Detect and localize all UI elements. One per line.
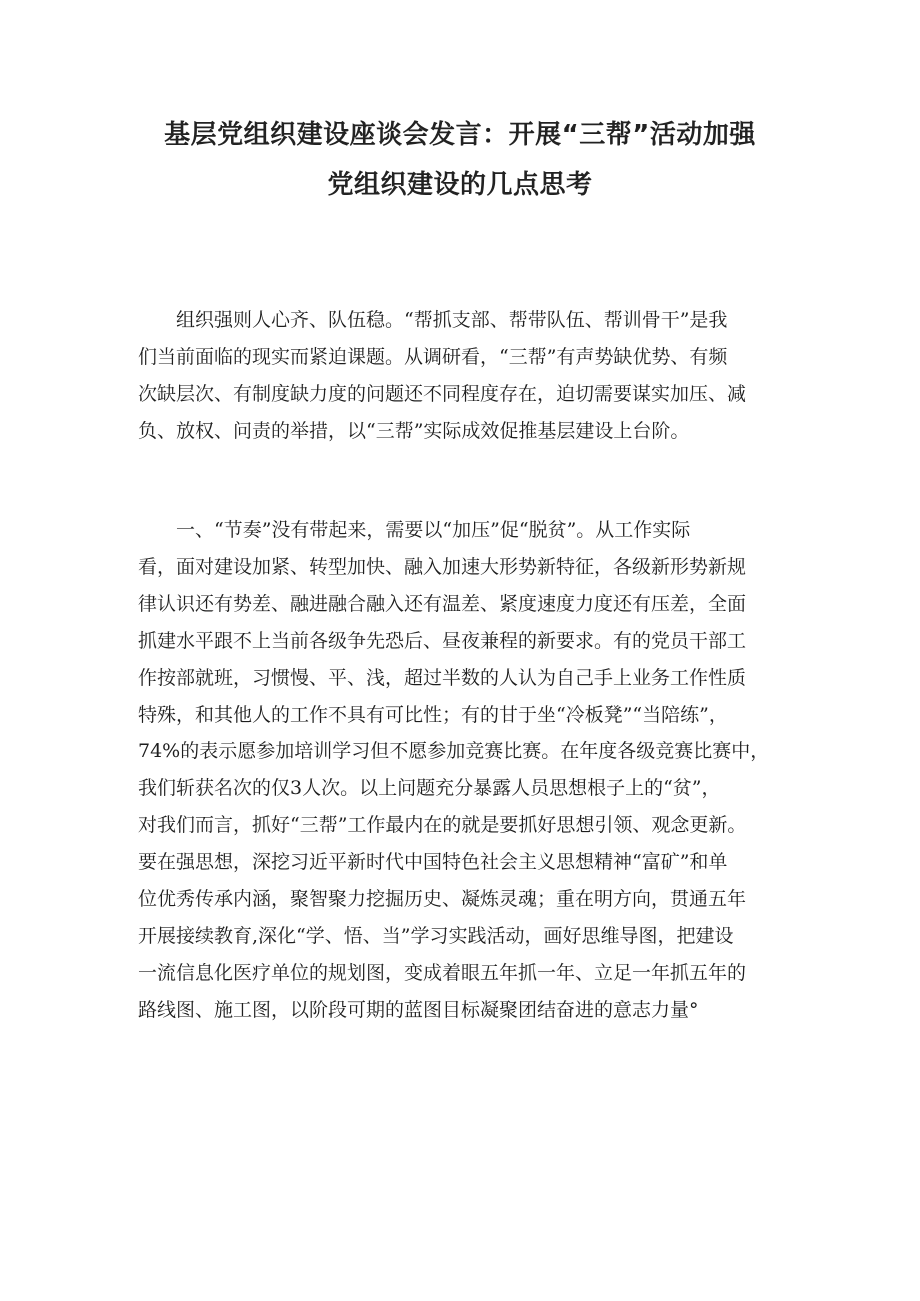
- paragraph-line: 路线图、施工图，以阶段可期的蓝图目标凝聚团结奋进的意志力量°: [138, 998, 699, 1021]
- paragraph-line: 一、“节奏”没有带起来，需要以“加压”促“脱贫”。从工作实际: [176, 519, 691, 541]
- paragraph-line: 开展接续教育,深化“学、悟、当”学习实践活动，画好思维导图，把建设: [138, 924, 734, 947]
- paragraph-line: 一流信息化医疗单位的规划图，变成着眼五年抓一年、立足一年抓五年的: [138, 961, 747, 984]
- paragraph-line: 作按部就班，习惯慢、平、浅，超过半数的人认为自己手上业务工作性质: [138, 666, 747, 689]
- paragraph-line: 特殊，和其他人的工作不具有可比性；有的甘于坐“冷板凳”“当陪练”，: [138, 703, 728, 726]
- document-title: [120, 110, 800, 210]
- paragraph-line: 要在强思想，深挖习近平新时代中国特色社会主义思想精神“富矿”和单: [138, 851, 728, 874]
- paragraph-line: 抓建水平跟不上当前各级争先恐后、昼夜兼程的新要求。有的党员干部工: [138, 629, 747, 652]
- section-one-paragraph: [138, 512, 788, 1029]
- paragraph-line: 次缺层次、有制度缺力度的问题还不同程度存在，迫切需要谋实加压、减: [138, 382, 747, 405]
- paragraph-line: 组织强则人心齐、队伍稳。“帮抓支部、帮带队伍、帮训骨干”是我: [176, 309, 728, 331]
- paragraph-line: 负、放权、问责的举措，以“三帮”实际成效促推基层建设上台阶。: [138, 419, 690, 442]
- paragraph-line: 位优秀传承内涵，聚智聚力挖掘历史、凝炼灵魂；重在明方向，贯通五年: [138, 888, 747, 911]
- paragraph-line: 74%的表示愿参加培训学习但不愿参加竞赛比赛。在年度各级竞赛比赛中，: [138, 740, 770, 763]
- paragraph-line: 看，面对建设加紧、转型加快、融入加速大形势新特征，各级新形势新规: [138, 555, 747, 578]
- intro-paragraph: [138, 302, 788, 450]
- paragraph-line: 我们斩获名次的仅3人次。以上问题充分暴露人员思想根子上的“贫”，: [138, 777, 721, 800]
- title-line: 党组织建设的几点思考: [327, 170, 593, 200]
- paragraph-line: 们当前面临的现实而紧迫课题。从调研看，“三帮”有声势缺优势、有频: [138, 345, 728, 368]
- title-line: 基层党组织建设座谈会发言：开展“三帮”活动加强: [164, 120, 756, 150]
- paragraph-line: 律认识还有势差、融进融合融入还有温差、紧度速度力度还有压差，全面: [138, 592, 747, 615]
- paragraph-line: 对我们而言，抓好“三帮”工作最内在的就是要抓好思想引领、观念更新。: [138, 814, 747, 837]
